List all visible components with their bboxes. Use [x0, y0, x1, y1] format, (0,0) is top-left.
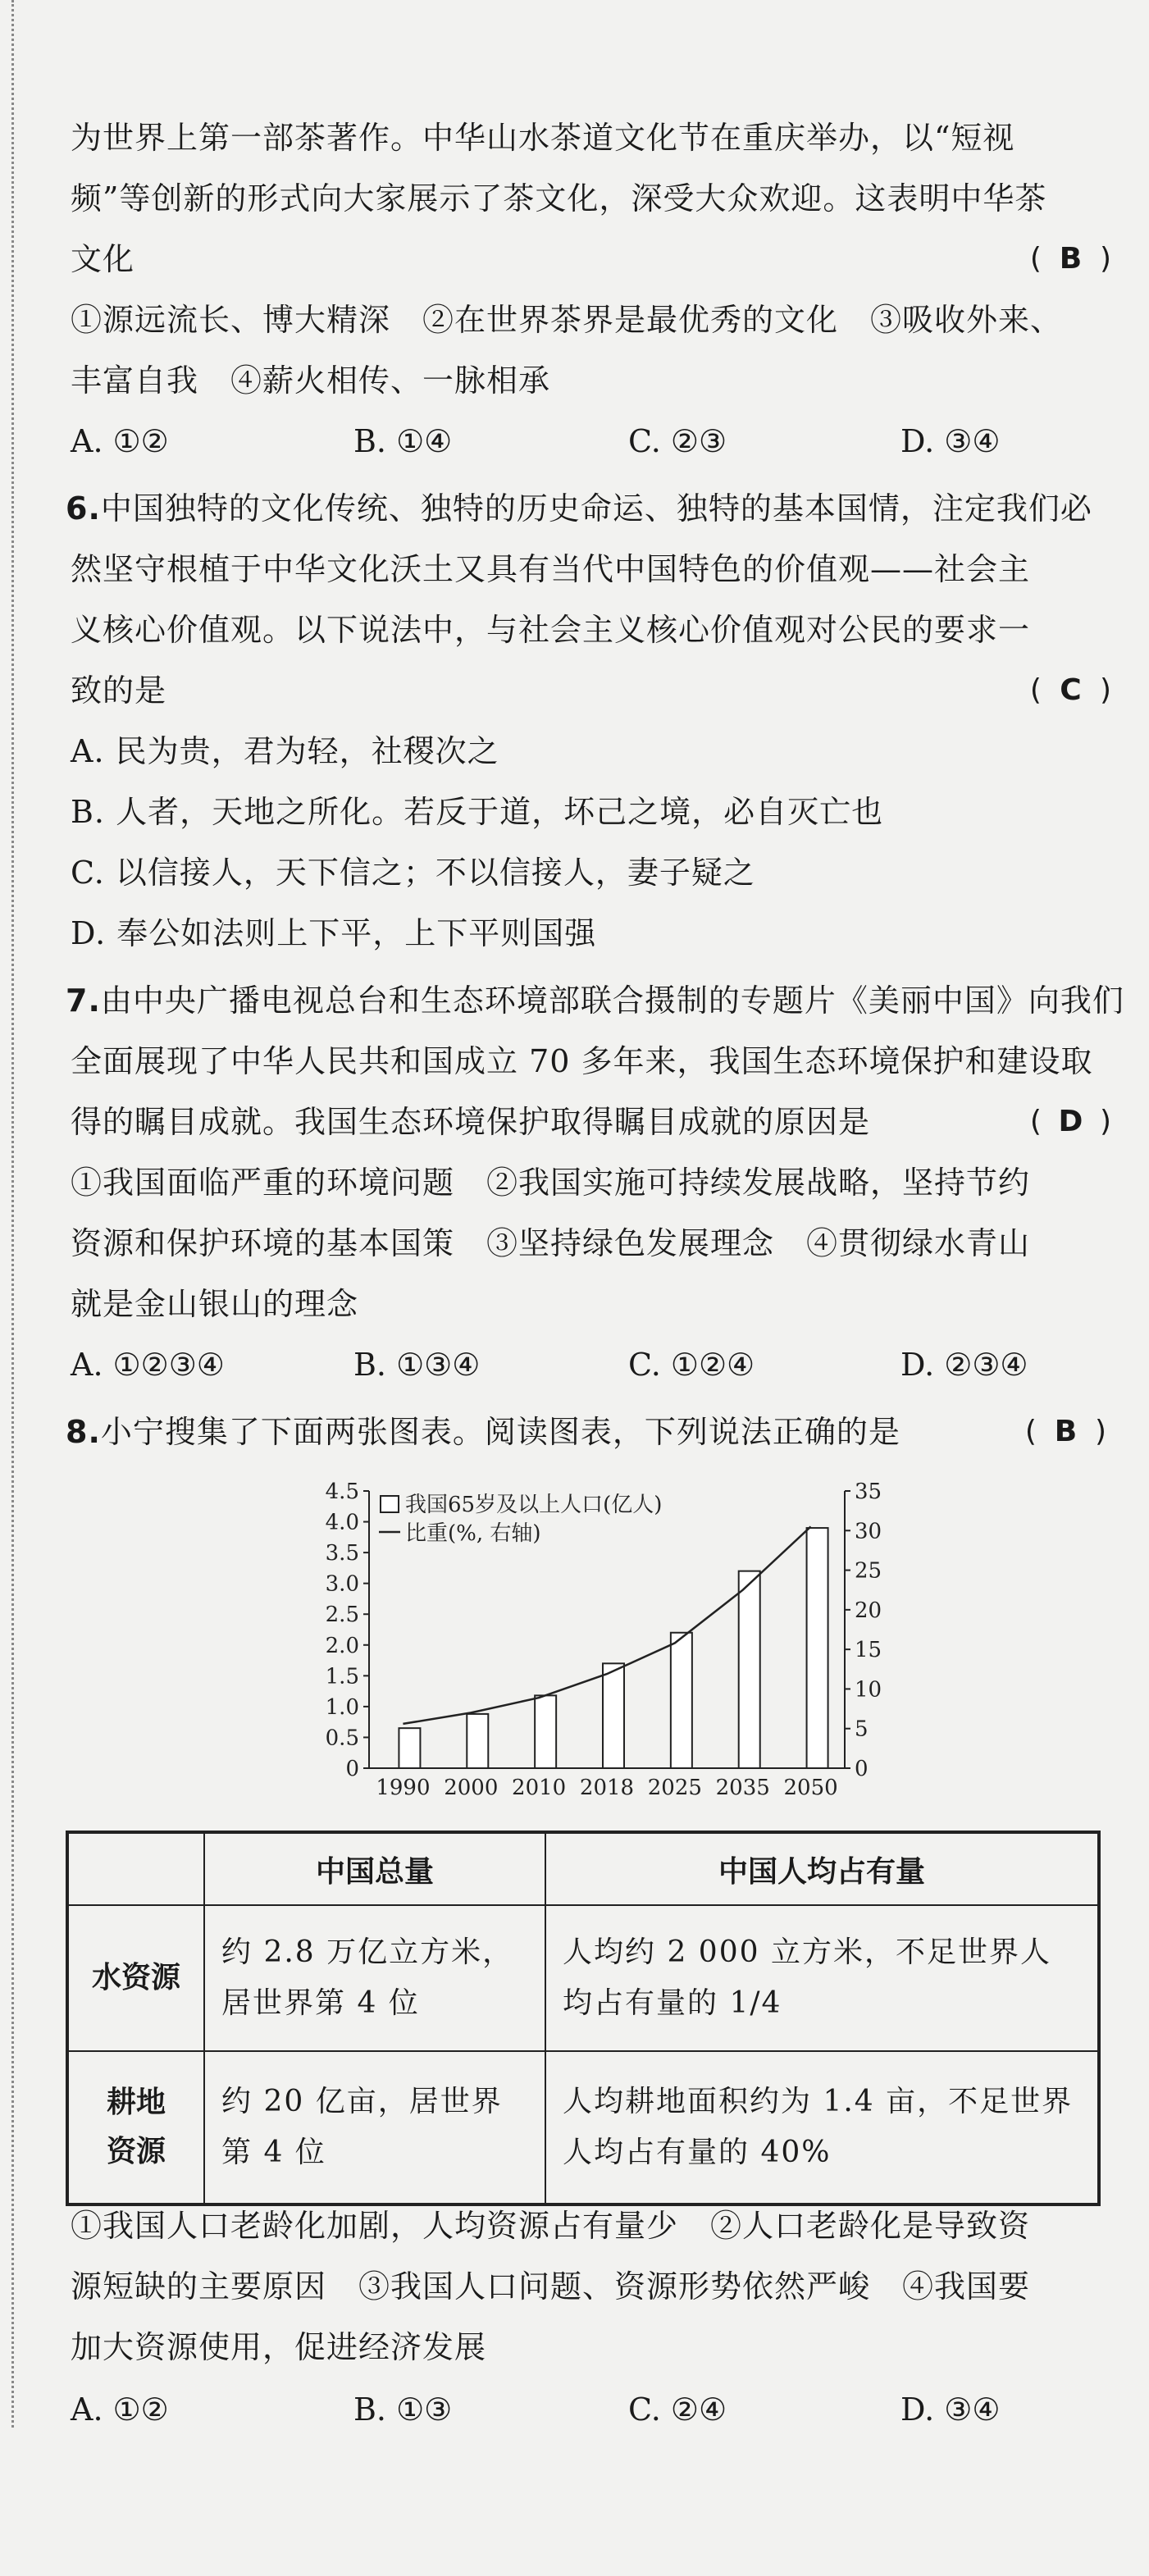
bar-1990: [399, 1728, 420, 1768]
y-tick-label-left: 1.0: [325, 1694, 359, 1720]
resource-table: [66, 1831, 1101, 2206]
bar-2000: [467, 1714, 488, 1768]
binding-margin-line: [11, 0, 14, 2428]
option-a[interactable]: A. ①②: [71, 2391, 169, 2428]
option-d[interactable]: D. ②③④: [901, 1347, 1028, 1383]
answer-letter: B: [1059, 242, 1083, 276]
x-tick-label: 2050: [783, 1776, 838, 1800]
question-text: 文化: [71, 241, 135, 277]
bar-2050: [807, 1528, 828, 1768]
answer-bracket: ( D ): [1030, 1102, 1112, 1142]
table-row: [67, 1905, 1099, 2051]
y-tick-label-right: 20: [855, 1598, 882, 1623]
option-d[interactable]: D. ③④: [901, 423, 1001, 459]
y-tick-label-left: 4.5: [325, 1479, 359, 1504]
question-text-line: [66, 1412, 1107, 1452]
answer-letter: C: [1060, 673, 1083, 707]
question-text-line: [66, 489, 1107, 528]
row-label-farmland-text: 耕地资源: [106, 2086, 166, 2168]
table-header-cell: 中国人均占有量: [545, 1832, 1099, 1905]
option-d[interactable]: D. 奉公如法则上下平，上下平则国强: [71, 915, 597, 951]
y-tick-label-right: 15: [855, 1638, 882, 1663]
statement-line: 就是金山银山的理念: [71, 1286, 359, 1322]
bar-2010: [535, 1695, 556, 1768]
legend-line-label: 比重(%, 右轴): [405, 1521, 541, 1546]
option-c[interactable]: C. ①②④: [628, 1347, 755, 1383]
question-text-line: 义核心价值观。以下说法中，与社会主义核心价值观对公民的要求一: [71, 612, 1031, 648]
y-tick-label-right: 10: [855, 1677, 882, 1703]
y-tick-label-right: 0: [855, 1757, 869, 1781]
question-text: 得的瞩目成就。我国生态环境保护取得瞩目成就的原因是: [71, 1104, 871, 1140]
option-b[interactable]: B. ①③④: [353, 1347, 481, 1383]
answer-letter: D: [1058, 1105, 1084, 1138]
y-tick-label-left: 4.0: [325, 1510, 359, 1535]
y-tick-label-left: 3.5: [325, 1541, 359, 1566]
option-c[interactable]: C. ②④: [628, 2391, 727, 2428]
y-tick-label-left: 3.0: [325, 1571, 359, 1597]
farmland-total-cell: 约 20 亿亩，居世界第 4 位: [204, 2051, 545, 2204]
bar-2035: [739, 1571, 760, 1768]
question-text-line: 然坚守根植于中华文化沃土又具有当代中国特色的价值观——社会主: [71, 551, 1031, 587]
question-text: 由中央广播电视总台和生态环境部联合摄制的专题片《美丽中国》向我们: [100, 983, 1124, 1019]
question-text: 小宁搜集了下面两张图表。阅读图表，下列说法正确的是: [100, 1414, 901, 1450]
x-tick-label: 1990: [376, 1776, 431, 1800]
option-b[interactable]: B. ①④: [353, 423, 453, 459]
statement-line: 丰富自我 ④薪火相传、一脉相承: [71, 362, 551, 399]
option-a[interactable]: A. 民为贵，君为轻，社稷次之: [71, 733, 499, 769]
legend-bar-swatch: [381, 1496, 399, 1512]
y-tick-label-right: 5: [855, 1717, 869, 1742]
question-text-line: 全面展现了中华人民共和国成立 70 多年来，我国生态环境保护和建设取: [71, 1043, 1093, 1079]
answer-bracket: ( B ): [1025, 1412, 1107, 1452]
population-aging-chart: [295, 1476, 919, 1812]
option-c[interactable]: C. ②③: [628, 423, 727, 459]
option-c[interactable]: C. 以信接人，天下信之；不以信接人，妻子疑之: [71, 855, 755, 891]
water-per-capita-cell: 人均约 2 000 立方米，不足世界人均占有量的 1/4: [545, 1905, 1099, 2051]
question-text-line: [71, 671, 1112, 710]
question-number: 7.: [66, 983, 101, 1019]
question-number: 6.: [66, 490, 101, 527]
question-text-line: [66, 981, 1124, 1020]
bar-2018: [603, 1663, 624, 1768]
question-number: 8.: [66, 1414, 101, 1450]
y-tick-label-right: 35: [855, 1479, 882, 1504]
y-tick-label-left: 2.5: [325, 1603, 359, 1628]
x-tick-label: 2000: [444, 1776, 499, 1800]
table-row: [67, 2051, 1099, 2204]
statement-line: ①我国面临严重的环境问题 ②我国实施可持续发展战略，坚持节约: [71, 1165, 1031, 1201]
option-d[interactable]: D. ③④: [901, 2391, 1001, 2428]
answer-bracket: ( C ): [1030, 671, 1112, 710]
y-tick-label-left: 2.0: [325, 1633, 359, 1658]
statement-line: 加大资源使用，促进经济发展: [71, 2329, 487, 2365]
option-a[interactable]: A. ①②③④: [71, 1347, 225, 1383]
statement-line: ①源远流长、博大精深 ②在世界茶界是最优秀的文化 ③吸收外来、: [71, 302, 1063, 338]
water-total-cell: 约 2.8 万亿立方米，居世界第 4 位: [204, 1905, 545, 2051]
x-tick-label: 2018: [579, 1776, 635, 1800]
farmland-per-capita-cell: 人均耕地面积约为 1.4 亩，不足世界人均占有量的 40%: [545, 2051, 1099, 2204]
table-header-cell: 中国总量: [204, 1832, 545, 1905]
y-tick-label-left: 0: [345, 1757, 359, 1781]
statement-line: 资源和保护环境的基本国策 ③坚持绿色发展理念 ④贯彻绿水青山: [71, 1225, 1031, 1261]
bar-2025: [671, 1633, 692, 1768]
y-tick-label-right: 30: [855, 1519, 882, 1544]
table-header-cell: [67, 1832, 204, 1905]
option-b[interactable]: B. 人者，天地之所化。若反于道，坏己之境，必自灭亡也: [71, 794, 884, 830]
question-text-line: [71, 1102, 1112, 1142]
question-text: 中国独特的文化传统、独特的历史命运、独特的基本国情，注定我们必: [100, 490, 1092, 527]
question-text: 致的是: [71, 672, 167, 709]
legend-bar-label: 我国65岁及以上人口(亿人): [405, 1493, 663, 1517]
row-label-farmland: [67, 2051, 204, 2204]
answer-bracket: ( B ): [1030, 239, 1112, 279]
x-tick-label: 2035: [715, 1776, 770, 1800]
y-tick-label-right: 25: [855, 1558, 882, 1584]
y-tick-label-left: 0.5: [325, 1726, 359, 1751]
row-label-water: 水资源: [67, 1905, 204, 2051]
option-b[interactable]: B. ①③: [353, 2391, 453, 2428]
statement-line: ①我国人口老龄化加剧，人均资源占有量少 ②人口老龄化是导致资: [71, 2208, 1031, 2244]
table-header-row: [67, 1832, 1099, 1905]
question-text-line: 为世界上第一部茶著作。中华山水茶道文化节在重庆举办，以“短视: [71, 120, 1015, 156]
statement-line: 源短缺的主要原因 ③我国人口问题、资源形势依然严峻 ④我国要: [71, 2268, 1031, 2305]
answer-letter: B: [1054, 1415, 1078, 1448]
y-tick-label-left: 1.5: [325, 1664, 359, 1689]
x-tick-label: 2025: [647, 1776, 702, 1800]
question-text-line: 频”等创新的形式向大家展示了茶文化，深受大众欢迎。这表明中华茶: [71, 180, 1047, 217]
question-text-line: [71, 239, 1112, 279]
x-tick-label: 2010: [512, 1776, 567, 1800]
option-a[interactable]: A. ①②: [71, 423, 169, 459]
